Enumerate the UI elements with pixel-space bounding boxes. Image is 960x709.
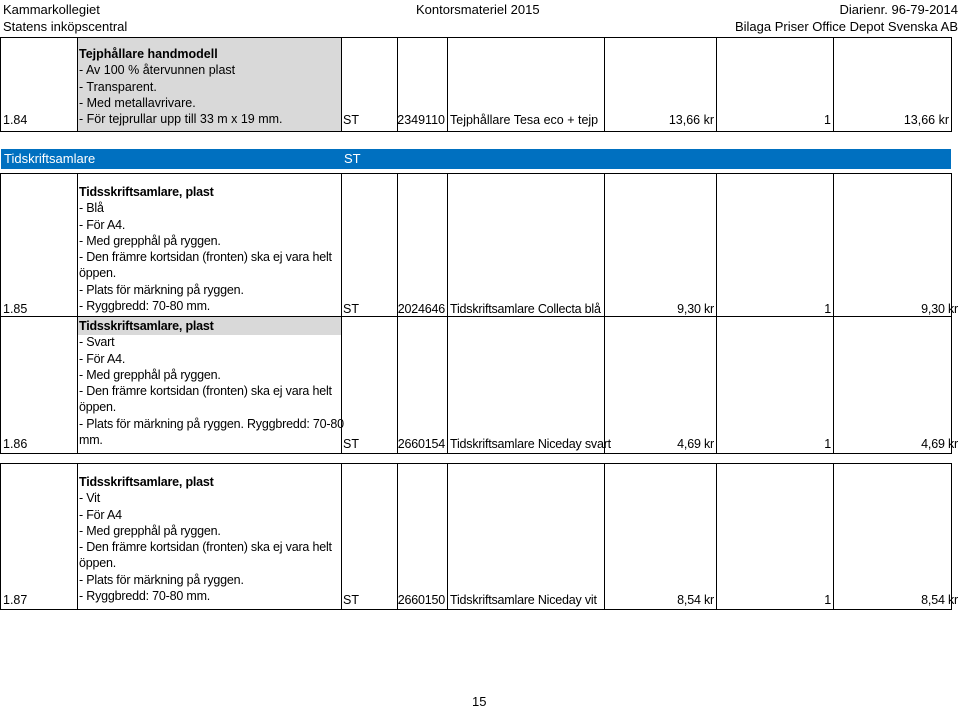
row-description-line: - Blå xyxy=(79,201,104,216)
row-total-price: 13,66 kr xyxy=(903,113,949,127)
row-description-line: öppen. xyxy=(79,400,117,415)
row-description-line: - Svart xyxy=(79,335,115,350)
row-product-name: Tejphållare Tesa eco + tejp xyxy=(450,113,599,127)
row-description-line: - Med grepphål på ryggen. xyxy=(79,367,221,382)
page-number: 15 xyxy=(472,694,487,709)
row-description-line: mm. xyxy=(79,433,103,448)
row-description-line: - Med metallavrivare. xyxy=(79,95,196,110)
row-description xyxy=(79,184,342,314)
row-description-line: - Plats för märkning på ryggen. xyxy=(79,282,244,297)
row-article-number: 2349110 xyxy=(397,113,445,127)
grid-line xyxy=(716,173,717,454)
row-title: Tidsskriftsamlare, plast xyxy=(79,185,214,199)
row-description-line: - För A4 xyxy=(79,507,122,522)
grid-line xyxy=(833,37,834,132)
row-product-name: Tidskriftsamlare Niceday vit xyxy=(450,593,597,607)
row-description-line: öppen. xyxy=(79,556,117,571)
grid-line xyxy=(0,173,1,454)
row-quantity: 1 xyxy=(824,113,831,127)
row-description-line: - Plats för märkning på ryggen. Ryggbredd: 70-80 xyxy=(79,416,344,431)
row-description xyxy=(79,46,342,127)
row-description xyxy=(79,318,342,448)
row-description-line: - Med grepphål på ryggen. xyxy=(79,523,221,538)
row-article-number: 2660154 xyxy=(397,437,445,451)
row-number: 1.87 xyxy=(3,593,28,607)
grid-line xyxy=(397,463,398,610)
row-article-number: 2660150 xyxy=(397,593,445,607)
row-quantity: 1 xyxy=(824,593,831,607)
row-description-line: öppen. xyxy=(79,266,117,281)
grid-line xyxy=(77,463,78,610)
row-description-line: - Transparent. xyxy=(79,79,157,94)
row-border xyxy=(0,453,952,454)
row-product-name: Tidskriftsamlare Niceday svart xyxy=(450,437,611,451)
row-description-line: - Vit xyxy=(79,491,100,506)
row-product-name: Tidskriftsamlare Collecta blå xyxy=(450,302,601,316)
row-description-line: - För tejprullar upp till 33 m x 19 mm. xyxy=(79,112,283,127)
header-document-title: Kontorsmateriel 2015 xyxy=(416,2,540,17)
grid-line xyxy=(77,37,78,132)
section-label: Tidskriftsamlare xyxy=(4,151,96,166)
row-unit-code: ST xyxy=(343,593,359,607)
row-description-line: - Den främre kortsidan (fronten) ska ej vara helt xyxy=(79,540,332,555)
row-border xyxy=(0,609,952,610)
row-unit-price: 9,30 kr xyxy=(677,302,714,316)
row-unit-code: ST xyxy=(343,113,359,127)
grid-line xyxy=(447,463,448,610)
header-org-name: Kammarkollegiet xyxy=(3,2,100,17)
grid-line xyxy=(604,463,605,610)
grid-line xyxy=(951,37,952,132)
row-description-line: - För A4. xyxy=(79,217,126,232)
row-description-line: - Den främre kortsidan (fronten) ska ej vara helt xyxy=(79,250,332,265)
section-bar xyxy=(1,149,951,169)
row-quantity: 1 xyxy=(824,302,831,316)
grid-line xyxy=(604,173,605,454)
grid-line xyxy=(716,463,717,610)
row-title: Tidsskriftsamlare, plast xyxy=(79,475,214,489)
row-number: 1.84 xyxy=(3,113,28,127)
grid-line xyxy=(951,463,952,610)
header-org-unit: Statens inköpscentral xyxy=(3,19,128,34)
row-description-line: - Med grepphål på ryggen. xyxy=(79,233,221,248)
row-border xyxy=(0,173,952,174)
grid-line xyxy=(77,173,78,454)
row-article-number: 2024646 xyxy=(397,302,445,316)
row-description xyxy=(79,474,342,604)
row-quantity: 1 xyxy=(824,437,831,451)
row-description-line: - Av 100 % återvunnen plast xyxy=(79,63,236,78)
row-description-line: - För A4. xyxy=(79,351,126,366)
row-number: 1.86 xyxy=(3,437,28,451)
row-total-price: 9,30 kr xyxy=(921,302,958,316)
row-unit-price: 8,54 kr xyxy=(677,593,714,607)
grid-line xyxy=(604,37,605,132)
row-border xyxy=(0,463,952,464)
row-total-price: 8,54 kr xyxy=(921,593,958,607)
row-unit-code: ST xyxy=(343,437,359,451)
row-unit-price: 4,69 kr xyxy=(677,437,714,451)
header-appendix-title: Bilaga Priser Office Depot Svenska AB xyxy=(734,19,958,34)
header-diary-number: Diarienr. 96-79-2014 xyxy=(839,2,958,17)
row-description-line: - Ryggbredd: 70-80 mm. xyxy=(79,589,211,604)
row-total-price: 4,69 kr xyxy=(921,437,958,451)
row-border xyxy=(0,131,952,132)
grid-line xyxy=(447,173,448,454)
grid-line xyxy=(833,463,834,610)
grid-line xyxy=(447,37,448,132)
row-description-line: - Ryggbredd: 70-80 mm. xyxy=(79,299,211,314)
grid-line xyxy=(0,37,1,132)
row-title: Tidsskriftsamlare, plast xyxy=(79,319,214,333)
grid-line xyxy=(0,463,1,610)
row-unit-code: ST xyxy=(343,302,359,316)
row-description-line: - Den främre kortsidan (fronten) ska ej vara helt xyxy=(79,384,332,399)
row-border xyxy=(0,316,952,317)
row-description-line: - Plats för märkning på ryggen. xyxy=(79,572,244,587)
row-number: 1.85 xyxy=(3,302,28,316)
row-unit-price: 13,66 kr xyxy=(668,113,714,127)
grid-line xyxy=(833,173,834,454)
table-border-top xyxy=(0,37,952,38)
grid-line xyxy=(716,37,717,132)
row-title: Tejphållare handmodell xyxy=(79,47,218,61)
section-code: ST xyxy=(344,151,361,166)
